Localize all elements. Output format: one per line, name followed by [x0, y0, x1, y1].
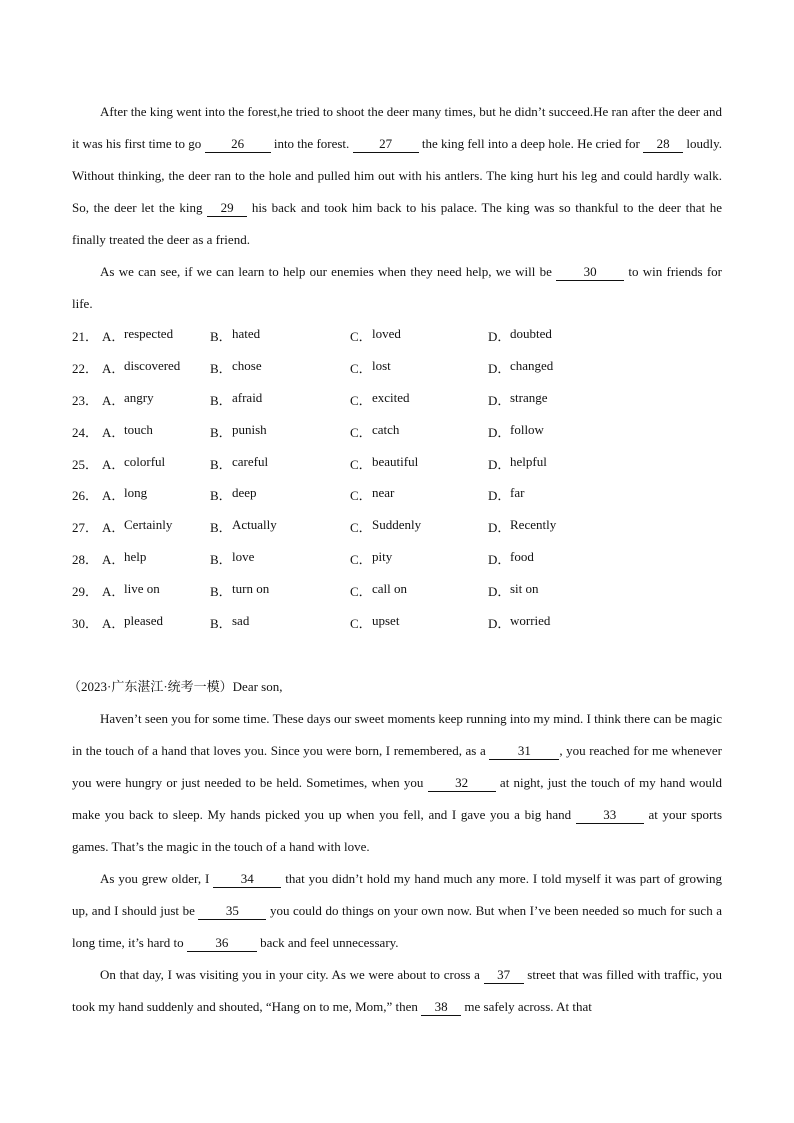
option-letter: A． — [102, 361, 125, 377]
answer-options — [72, 320, 722, 638]
option-b[interactable] — [210, 390, 350, 409]
option-text: Certainly — [124, 517, 173, 533]
option-text: live on — [124, 580, 160, 596]
blank-29[interactable]: 29 — [207, 201, 247, 217]
text-span: As you grew older, I — [100, 870, 210, 886]
option-letter: C． — [350, 329, 372, 345]
option-text: beautiful — [372, 453, 419, 469]
option-b[interactable] — [210, 454, 350, 473]
option-b[interactable] — [210, 517, 350, 536]
option-letter: A． — [102, 456, 125, 472]
option-letter: C． — [350, 361, 372, 377]
question-number: 25． — [72, 456, 99, 472]
option-text: catch — [372, 421, 400, 437]
text-span: On that day, I was visiting you in your city. As we were about to cross a — [100, 966, 480, 982]
question-number: 24． — [72, 424, 99, 440]
option-c[interactable] — [350, 454, 488, 473]
question-number: 22． — [72, 361, 99, 377]
option-text: sit on — [510, 580, 539, 596]
option-c[interactable] — [350, 581, 488, 600]
text-span: at your sports games. That’s the magic in the touch of a hand with love. — [72, 806, 723, 854]
text-span: you could do things on your own now. But when I’ve been needed so much for such a long time, it’s hard to — [72, 902, 723, 950]
option-letter: D． — [488, 551, 511, 567]
option-c[interactable] — [350, 549, 488, 568]
text-span: street that was filled with traffic, you took my hand suddenly and shouted, “Hang on to me, Mom,” then — [72, 966, 723, 1014]
option-letter: D． — [488, 488, 511, 504]
blank-27[interactable]: 27 — [353, 137, 419, 153]
option-letter: B． — [210, 424, 232, 440]
option-row-21 — [72, 320, 722, 352]
option-c[interactable] — [350, 358, 488, 377]
blank-34[interactable]: 34 — [213, 872, 281, 888]
option-letter: D． — [488, 329, 511, 345]
option-text: helpful — [510, 453, 547, 469]
option-text: worried — [510, 612, 551, 628]
option-letter: D． — [488, 424, 511, 440]
option-text: touch — [124, 421, 153, 437]
option-text: Actually — [232, 517, 277, 533]
option-text: colorful — [124, 453, 166, 469]
option-c[interactable] — [350, 485, 488, 504]
text-span: to win friends for life. — [72, 264, 722, 311]
option-letter: C． — [350, 424, 372, 440]
option-row-26 — [72, 479, 722, 511]
option-text: follow — [510, 421, 544, 437]
option-text: changed — [510, 358, 554, 374]
option-text: excited — [372, 389, 410, 405]
blank-28[interactable]: 28 — [643, 137, 683, 153]
passage1-paragraph2 — [72, 256, 722, 320]
option-row-24 — [72, 415, 722, 447]
option-a[interactable] — [102, 358, 210, 377]
option-text: sad — [232, 612, 250, 628]
passage2-paragraph1 — [72, 703, 722, 863]
option-row-25 — [72, 447, 722, 479]
option-text: long — [124, 485, 148, 501]
option-text: loved — [372, 326, 401, 342]
option-d[interactable] — [488, 358, 608, 377]
option-b[interactable] — [210, 613, 350, 632]
option-a[interactable] — [102, 326, 210, 345]
option-a[interactable] — [102, 613, 210, 632]
option-text: upset — [372, 612, 400, 628]
option-letter: B． — [210, 520, 232, 536]
option-d[interactable] — [488, 454, 608, 473]
option-c[interactable] — [350, 517, 488, 536]
option-letter: A． — [102, 615, 125, 631]
option-a[interactable] — [102, 454, 210, 473]
question-number: 23． — [72, 392, 99, 408]
option-b[interactable] — [210, 549, 350, 568]
option-row-23 — [72, 384, 722, 416]
option-d[interactable] — [488, 517, 608, 536]
option-row-30 — [72, 606, 722, 638]
question-number: 27． — [72, 520, 99, 536]
option-d[interactable] — [488, 422, 608, 441]
option-text: deep — [232, 485, 257, 501]
blank-31[interactable]: 31 — [489, 744, 559, 760]
text-span: that you didn’t hold my hand much any more. I told myself it was part of growing up, and I should just be — [72, 870, 723, 918]
option-letter: A． — [102, 488, 125, 504]
option-letter: C． — [350, 551, 372, 567]
blank-32[interactable]: 32 — [428, 776, 496, 792]
question-number: 26． — [72, 488, 99, 504]
option-text: strange — [510, 389, 548, 405]
option-letter: D． — [488, 583, 511, 599]
option-b[interactable] — [210, 326, 350, 345]
passage2-heading — [68, 671, 722, 703]
text-span: After the king went into the forest,he tried to shoot the deer many times, but he didn’t succeed.He ran after the deer and it was his first time to go — [72, 104, 722, 151]
option-a[interactable] — [102, 485, 210, 504]
blank-37[interactable]: 37 — [484, 968, 524, 984]
option-c[interactable] — [350, 326, 488, 345]
option-text: hated — [232, 326, 261, 342]
option-row-27 — [72, 511, 722, 543]
option-c[interactable] — [350, 613, 488, 632]
option-b[interactable] — [210, 422, 350, 441]
option-text: far — [510, 485, 525, 501]
text-span: me safely across. At that — [464, 998, 592, 1014]
option-text: chose — [232, 358, 262, 374]
blank-36[interactable]: 36 — [187, 936, 257, 952]
option-d[interactable] — [488, 549, 608, 568]
passage1-paragraph1 — [72, 96, 722, 256]
blank-38[interactable]: 38 — [421, 1000, 461, 1016]
option-letter: A． — [102, 424, 125, 440]
option-text: discovered — [124, 358, 181, 374]
option-row-22 — [72, 352, 722, 384]
option-letter: A． — [102, 551, 125, 567]
text-span: , you reached for me whenever you were hungry or just needed to be held. Sometimes, when you — [72, 742, 723, 790]
option-letter: A． — [102, 583, 125, 599]
blank-30[interactable]: 30 — [556, 265, 624, 281]
option-text: angry — [124, 389, 154, 405]
option-c[interactable] — [350, 422, 488, 441]
option-text: food — [510, 548, 534, 564]
text-span: loudly. Without thinking, the deer ran to the hole and pulled him out with his antlers. The king hurt his leg and could hardly walk. So, the deer let the king — [72, 136, 723, 215]
option-text: afraid — [232, 389, 263, 405]
option-text: Recently — [510, 517, 557, 533]
option-text: careful — [232, 453, 269, 469]
option-text: respected — [124, 326, 174, 342]
greeting: Dear son, — [232, 678, 283, 694]
option-letter: B． — [210, 615, 232, 631]
option-text: Suddenly — [372, 517, 422, 533]
blank-33[interactable]: 33 — [576, 808, 644, 824]
option-text: doubted — [510, 326, 552, 342]
option-letter: C． — [350, 583, 372, 599]
option-text: pity — [372, 548, 393, 564]
option-letter: B． — [210, 456, 232, 472]
question-number: 21． — [72, 329, 99, 345]
question-number: 30． — [72, 615, 99, 631]
option-text: love — [232, 548, 255, 564]
blank-26[interactable]: 26 — [205, 137, 271, 153]
option-d[interactable] — [488, 613, 608, 632]
text-span: into the forest. — [273, 136, 350, 151]
option-text: pleased — [124, 612, 163, 628]
option-letter: B． — [210, 583, 232, 599]
option-d[interactable] — [488, 581, 608, 600]
option-a[interactable] — [102, 549, 210, 568]
passage2-paragraph3 — [72, 959, 722, 1023]
option-letter: A． — [102, 520, 125, 536]
text-span: his back and took him back to his palace. The king was so thankful to the deer that he finally treated the deer as a friend. — [72, 200, 722, 247]
option-letter: B． — [210, 361, 232, 377]
option-row-28 — [72, 543, 722, 575]
option-text: turn on — [232, 580, 270, 596]
question-number: 28． — [72, 551, 99, 567]
option-letter: D． — [488, 392, 511, 408]
blank-35[interactable]: 35 — [198, 904, 266, 920]
option-letter: D． — [488, 361, 511, 377]
option-letter: A． — [102, 329, 125, 345]
option-letter: C． — [350, 456, 372, 472]
option-d[interactable] — [488, 390, 608, 409]
source-tag: （2023·广东湛江·统考一模） — [68, 678, 233, 694]
text-span: Haven’t seen you for some time. These days our sweet moments keep running into my mind. I think there can be magic in the touch of a hand that loves you. Since you were born, I remembered, as a — [72, 710, 722, 758]
option-letter: B． — [210, 551, 232, 567]
option-text: lost — [372, 358, 391, 374]
option-letter: B． — [210, 488, 232, 504]
option-letter: A． — [102, 392, 125, 408]
option-letter: B． — [210, 329, 232, 345]
text-span: the king fell into a deep hole. He cried for — [421, 136, 640, 151]
option-b[interactable] — [210, 358, 350, 377]
option-letter: D． — [488, 456, 511, 472]
text-span: back and feel unnecessary. — [260, 934, 399, 950]
option-text: call on — [372, 580, 408, 596]
option-row-29 — [72, 574, 722, 606]
option-d[interactable] — [488, 485, 608, 504]
text-span: As we can see, if we can learn to help our enemies when they need help, we will be — [100, 264, 552, 279]
option-text: punish — [232, 421, 267, 437]
option-text: near — [372, 485, 395, 501]
option-c[interactable] — [350, 390, 488, 409]
option-b[interactable] — [210, 581, 350, 600]
option-letter: D． — [488, 615, 511, 631]
option-letter: C． — [350, 520, 372, 536]
option-letter: B． — [210, 392, 232, 408]
option-b[interactable] — [210, 485, 350, 504]
option-text: help — [124, 548, 147, 564]
document-page — [68, 96, 723, 1023]
option-letter: C． — [350, 392, 372, 408]
option-a[interactable] — [102, 517, 210, 536]
option-a[interactable] — [102, 422, 210, 441]
option-d[interactable] — [488, 326, 608, 345]
passage2-paragraph2 — [72, 863, 722, 959]
option-letter: C． — [350, 488, 372, 504]
text-span: at night, just the touch of my hand would make you back to sleep. My hands picked you up when you fell, and I gave you a big hand — [72, 774, 722, 822]
option-a[interactable] — [102, 581, 210, 600]
option-letter: D． — [488, 520, 511, 536]
question-number: 29． — [72, 583, 99, 599]
option-letter: C． — [350, 615, 372, 631]
option-a[interactable] — [102, 390, 210, 409]
